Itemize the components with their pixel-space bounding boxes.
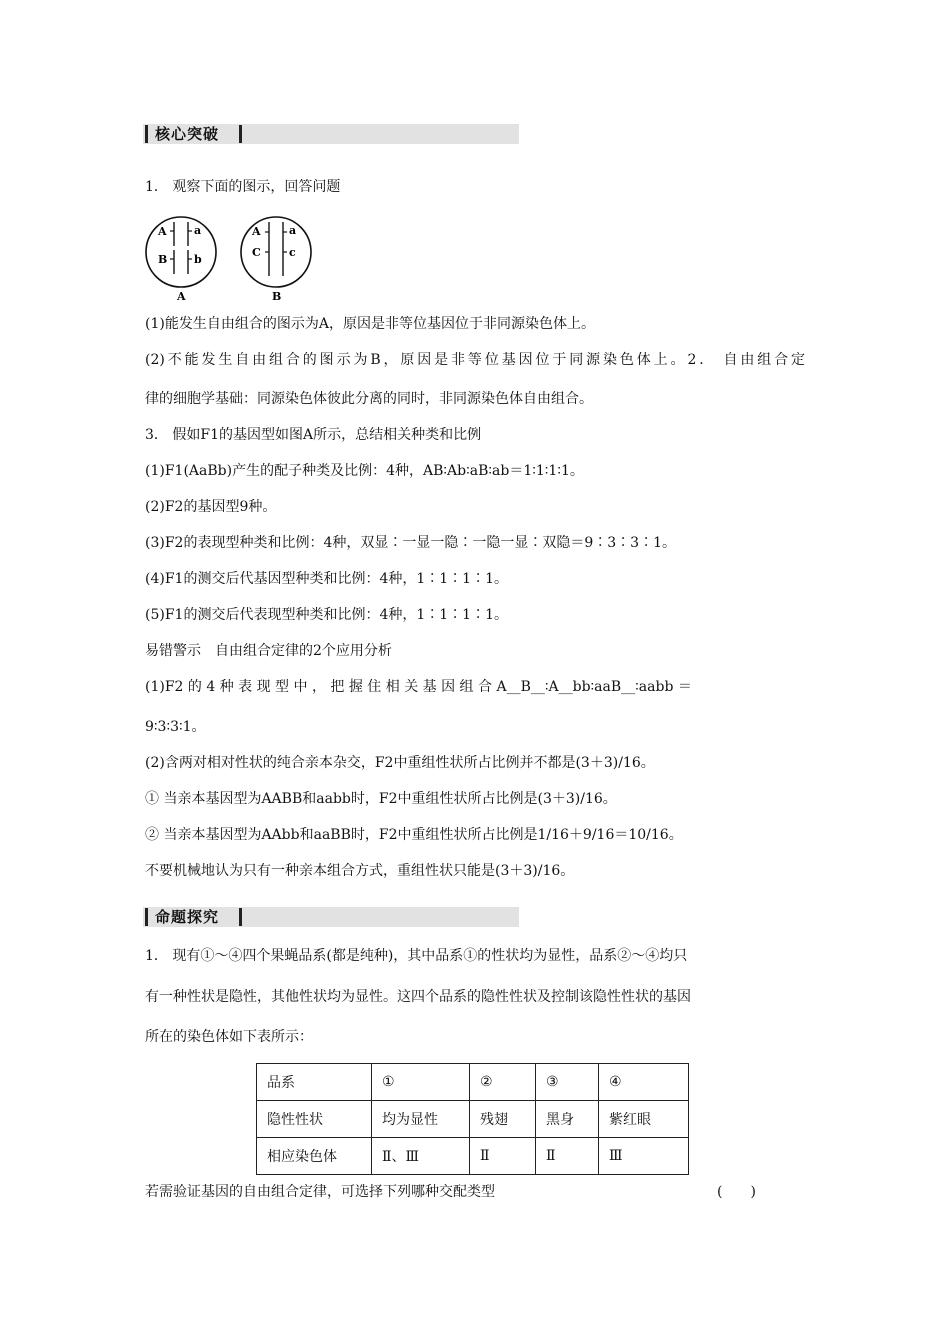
gene-label: C [252, 246, 261, 259]
table-cell: 隐性性状 [257, 1101, 372, 1138]
table-cell: Ⅱ、Ⅲ [372, 1138, 470, 1175]
answer-2-continued: 律的细胞学基础：同源染色体彼此分离的同时，非同源染色体自由组合。 [145, 391, 593, 407]
table-row [257, 1064, 689, 1101]
cell-caption: B [272, 290, 282, 303]
warning-case-1: ① 当亲本基因型为AABB和aabb时，F2中重组性状所占比例是(3＋3)/16。 [145, 791, 617, 807]
answer-3-1: (1)F1(AaBb)产生的配子种类及比例：4种，AB∶Ab∶aB∶ab＝1∶1∶1∶1。 [145, 463, 584, 479]
table-row [257, 1101, 689, 1138]
warning-point-1-continued: 9∶3∶3∶1。 [145, 719, 206, 735]
strain-table [256, 1063, 689, 1175]
section-title: 命题探究 [155, 908, 220, 926]
answer-3-4: (4)F1的测交后代基因型种类和比例：4种，1∶1∶1∶1。 [145, 571, 508, 587]
problem-text-3: 所在的染色体如下表所示： [145, 1029, 313, 1045]
table-cell: 残翅 [470, 1101, 536, 1138]
chromosome-figure [145, 212, 325, 308]
table-cell: ③ [536, 1064, 599, 1101]
header-bar-left [145, 908, 148, 926]
question-prompt: 若需验证基因的自由组合定律，可选择下列哪种交配类型 [145, 1184, 495, 1200]
cell-b-diagram [241, 217, 311, 303]
table-cell: Ⅱ [470, 1138, 536, 1175]
gene-label: A [158, 225, 167, 238]
answer-3-2: (2)F2的基因型9种。 [145, 499, 277, 515]
question-3: 3． 假如F1的基因型如图A所示，总结相关种类和比例 [145, 427, 482, 443]
warning-point-1: (1)F2 的 4 种 表 现 型 中 ， 把 握 住 相 关 基 因 组 合 A__B__∶A__bb∶aaB__∶aabb ＝ [145, 679, 692, 695]
table-cell: 紫红眼 [599, 1101, 689, 1138]
header-bar-right [239, 908, 242, 926]
header-bar-left [145, 125, 148, 143]
answer-3-3: (3)F2的表现型种类和比例：4种，双显∶一显一隐∶一隐一显∶双隐＝9∶3∶3∶1。 [145, 535, 676, 551]
cell-a-diagram [146, 217, 216, 303]
warning-point-2: (2)含两对相对性状的纯合亲本杂交，F2中重组性状所占比例并不都是(3＋3)/16。 [145, 755, 655, 771]
question-1: 1． 观察下面的图示，回答问题 [145, 179, 341, 195]
problem-text-1: 1． 现有①～④四个果蝇品系(都是纯种)，其中品系①的性状均为显性，品系②～④均只 [145, 948, 688, 964]
section-header-explore [143, 907, 519, 927]
table-cell: 品系 [257, 1064, 372, 1101]
table-cell: ② [470, 1064, 536, 1101]
gene-label: B [158, 253, 168, 266]
gene-label: b [194, 253, 202, 266]
table-cell: 均为显性 [372, 1101, 470, 1138]
warning-heading: 易错警示 自由组合定律的2个应用分析 [145, 643, 392, 659]
gene-label: A [252, 225, 261, 238]
table-cell: ① [372, 1064, 470, 1101]
gene-label: a [194, 224, 202, 237]
warning-case-2: ② 当亲本基因型为AAbb和aaBB时，F2中重组性状所占比例是1/16＋9/16＝10/16。 [145, 827, 683, 843]
answer-3-5: (5)F1的测交后代表现型种类和比例：4种，1∶1∶1∶1。 [145, 607, 508, 623]
table-cell: Ⅲ [599, 1138, 689, 1175]
header-bar-right [239, 125, 242, 143]
warning-conclusion: 不要机械地认为只有一种亲本组合方式，重组性状只能是(3＋3)/16。 [145, 863, 575, 879]
cell-caption: A [177, 290, 186, 303]
table-cell: 黑身 [536, 1101, 599, 1138]
answer-1: (1)能发生自由组合的图示为A，原因是非等位基因位于非同源染色体上。 [145, 316, 595, 332]
gene-label: a [289, 224, 297, 237]
problem-text-2: 有一种性状是隐性，其他性状均为显性。这四个品系的隐性性状及控制该隐性性状的基因 [145, 989, 691, 1005]
section-title: 核心突破 [155, 125, 220, 143]
gene-label: c [289, 246, 296, 259]
table-cell: ④ [599, 1064, 689, 1101]
answer-blank: ( ) [717, 1184, 756, 1200]
section-header-core [143, 124, 519, 144]
answer-2: (2)不能发生自由组合的图示为B，原因是非等位基因位于同源染色体上。2． 自由组合定 [145, 352, 805, 368]
table-cell: Ⅱ [536, 1138, 599, 1175]
table-row [257, 1138, 689, 1175]
table-cell: 相应染色体 [257, 1138, 372, 1175]
